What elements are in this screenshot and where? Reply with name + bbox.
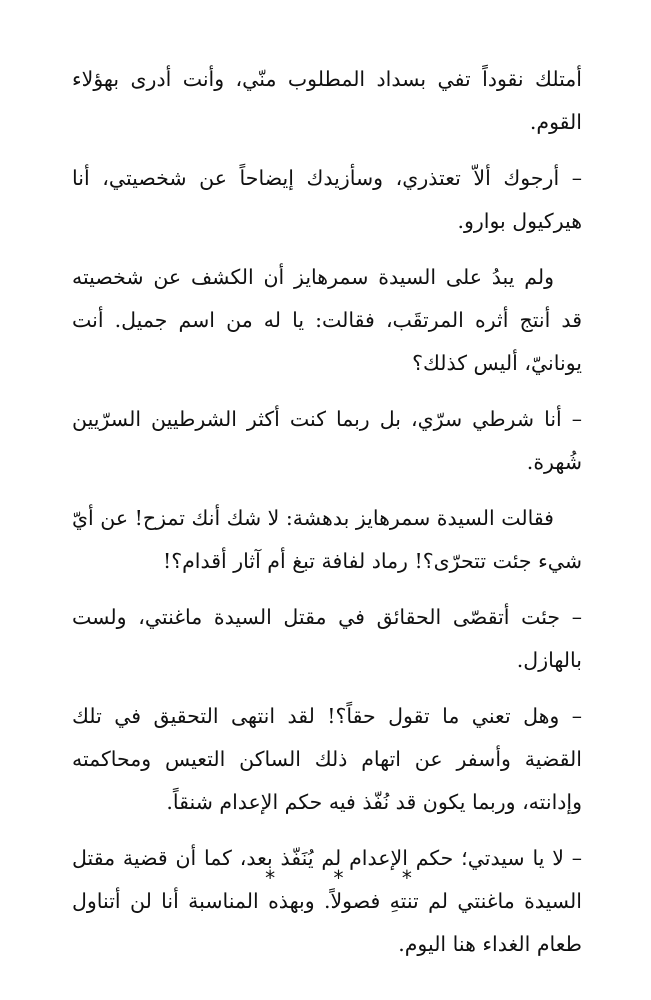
book-page-text [72, 58, 582, 979]
paragraph-4: – أنا شرطي سرّي، بل ربما كنت أكثر الشرطيين السرّيين شُهرة. [72, 407, 582, 474]
section-separator: * * * [265, 866, 438, 890]
paragraph-1: أمتلك نقوداً تفي بسداد المطلوب منّي، وأنت أدرى بهؤلاء القوم. [72, 67, 582, 134]
paragraph-6: – جئت أتقصّى الحقائق في مقتل السيدة ماغنتي، ولست بالهازل. [72, 605, 582, 672]
paragraph-5: فقالت السيدة سمرهايز بدهشة: لا شك أنك تمزح! عن أيّ شيء جئت تتحرّى؟! رماد لفافة تبغ أم آثار أقدام؟! [72, 506, 582, 573]
paragraph-3: ولم يبدُ على السيدة سمرهايز أن الكشف عن شخصيته قد أنتج أثره المرتقَب، فقالت: يا له من اسم جميل. أنت يونانيّ، أليس كذلك؟ [72, 265, 582, 375]
paragraph-7: – وهل تعني ما تقول حقاً؟! لقد انتهى التحقيق في تلك القضية وأسفر عن اتهام ذلك الساكن التعيس ومحاكمته وإدانته، وربما يكون قد نُفّذ فيه حكم الإعدام شنقاً. [72, 704, 582, 814]
paragraph-2: – أرجوك ألاّ تعتذري، وسأزيدك إيضاحاً عن شخصيتي، أنا هيركيول بوارو. [72, 166, 582, 233]
paragraph-8: – لا يا سيدتي؛ حكم الإعدام لم يُنَفّذ بعد، كما أن قضية مقتل السيدة ماغنتي لم تنتهِ فصولاً. وبهذه المناسبة أنا لن أتناول طعام الغداء هنا اليوم. [72, 846, 582, 956]
